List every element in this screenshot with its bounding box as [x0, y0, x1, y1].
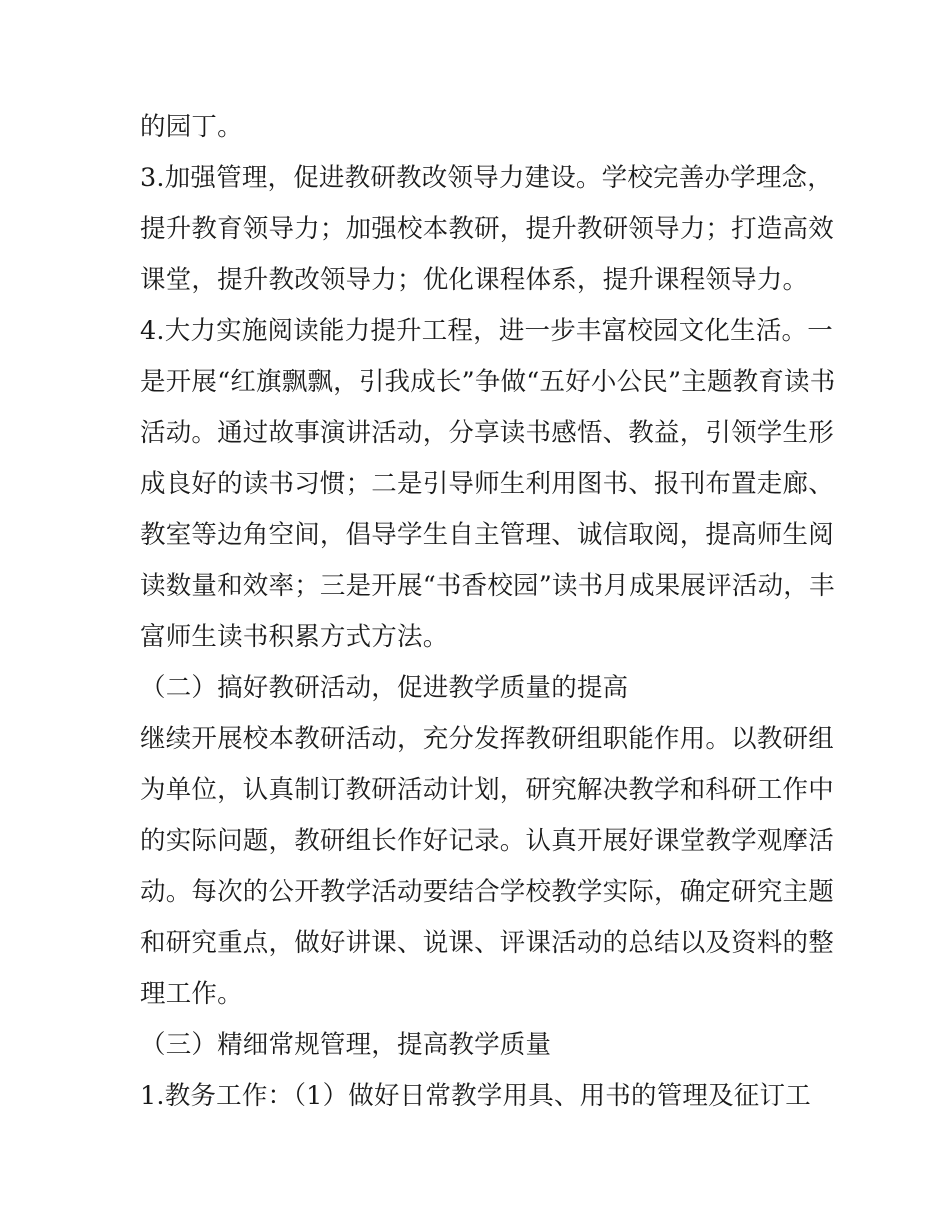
text-line: 提升教育领导力；加强校本教研，提升教研领导力；打造高效: [140, 214, 834, 244]
section-heading: （二）搞好教研活动，促进教学质量的提高: [140, 673, 629, 703]
text-line: 成良好的读书习惯；二是引导师生利用图书、报刊布置走廊、: [140, 469, 834, 499]
text-line: 和研究重点，做好讲课、说课、评课活动的总结以及资料的整: [140, 928, 834, 958]
text-line: 1.教务工作：（1）做好日常教学用具、用书的管理及征订工: [140, 1081, 811, 1111]
text-line: 活动。通过故事演讲活动，分享读书感悟、教益，引领学生形: [140, 418, 834, 448]
text-line: 为单位，认真制订教研活动计划，研究解决教学和科研工作中: [140, 775, 834, 805]
text-line: 4.大力实施阅读能力提升工程，进一步丰富校园文化生活。一: [140, 316, 833, 346]
text-line: 是开展“红旗飘飘，引我成长”争做“五好小公民”主题教育读书: [140, 367, 836, 397]
text-line: 的实际问题，教研组长作好记录。认真开展好课堂教学观摩活: [140, 826, 834, 856]
text-line: 动。每次的公开教学活动要结合学校教学实际，确定研究主题: [140, 877, 834, 907]
text-line: 读数量和效率；三是开展“书香校园”读书月成果展评活动，丰: [140, 571, 835, 601]
section-heading: （三）精细常规管理，提高教学质量: [140, 1030, 552, 1060]
text-line: 继续开展校本教研活动，充分发挥教研组职能作用。以教研组: [140, 724, 834, 754]
text-line: 理工作。: [140, 979, 243, 1009]
text-line: 课堂，提升教改领导力；优化课程体系，提升课程领导力。: [140, 265, 809, 295]
text-line: 富师生读书积累方式方法。: [140, 622, 449, 652]
text-line: 教室等边角空间，倡导学生自主管理、诚信取阅，提高师生阅: [140, 520, 834, 550]
text-line: 的园丁。: [140, 112, 243, 142]
text-line: 3.加强管理，促进教研教改领导力建设。学校完善办学理念，: [140, 163, 833, 193]
